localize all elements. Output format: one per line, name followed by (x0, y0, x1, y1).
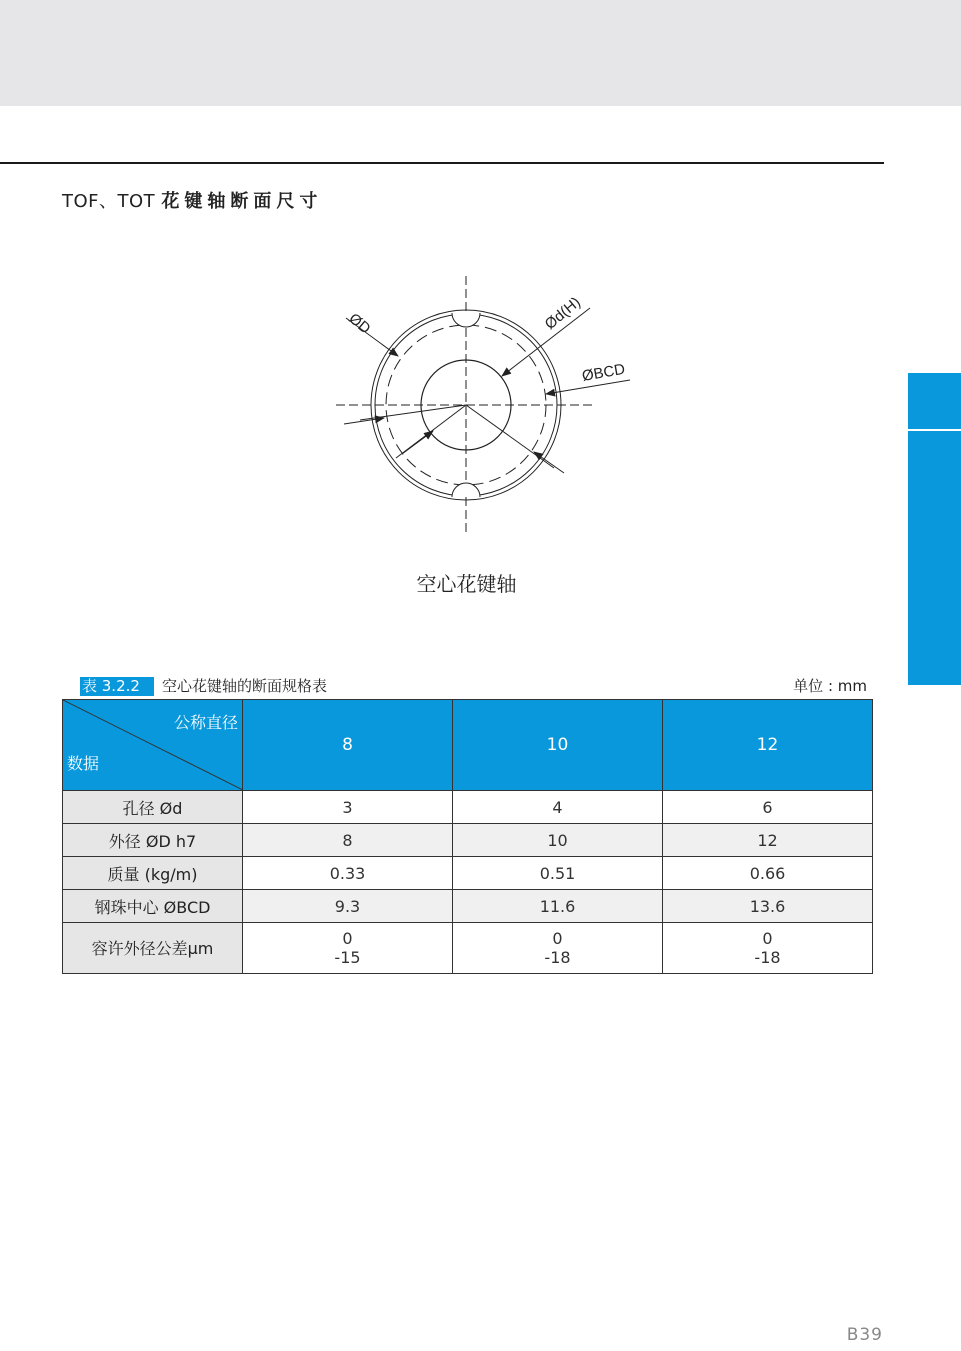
section-title-chinese: 花键轴断面尺寸 (161, 191, 323, 212)
tolerance-lower: -18 (754, 948, 781, 967)
table-cell: 12 (663, 824, 873, 857)
column-header: 12 (663, 700, 873, 791)
column-header: 8 (243, 700, 453, 791)
tolerance-cell (243, 923, 453, 974)
tolerance-upper: 0 (342, 929, 353, 948)
bore-label: Ød(H) (541, 293, 584, 334)
table-cell: 3 (243, 791, 453, 824)
column-header: 10 (453, 700, 663, 791)
tolerance-upper: 0 (762, 929, 773, 948)
table-cell: 10 (453, 824, 663, 857)
page-number: B39 (846, 1325, 883, 1345)
table-cell: 0.51 (453, 857, 663, 890)
table-row (63, 791, 873, 824)
table-number-badge: 表 3.2.2 (80, 677, 154, 696)
table-cell: 6 (663, 791, 873, 824)
header-rule (0, 162, 884, 164)
table-cell: 4 (453, 791, 663, 824)
row-label: 容许外径公差μm (63, 923, 243, 974)
table-cell: 13.6 (663, 890, 873, 923)
bcd-line (360, 405, 466, 420)
table-cell: 11.6 (453, 890, 663, 923)
row-label: 质量 (kg/m) (63, 857, 243, 890)
tolerance-cell (663, 923, 873, 974)
bottom-groove (452, 483, 480, 497)
header-corner-cell (63, 700, 243, 791)
side-tab (908, 373, 961, 429)
tolerance-lower: -15 (334, 948, 361, 967)
corner-bottom-label: 数据 (67, 754, 100, 773)
table-row (63, 824, 873, 857)
table-cell: 0.33 (243, 857, 453, 890)
bore-arrow-out (402, 431, 433, 454)
table-cell: 8 (243, 824, 453, 857)
table-row (63, 857, 873, 890)
table-header-row (63, 700, 873, 791)
row-label: 外径 ØD h7 (63, 824, 243, 857)
table-row (63, 890, 873, 923)
table-row-tolerance (63, 923, 873, 974)
side-tab-panel (908, 431, 961, 685)
bcd-arrow-out (344, 418, 384, 424)
tolerance-cell (453, 923, 663, 974)
table-caption (80, 675, 327, 695)
cross-section-drawing (300, 268, 640, 548)
tolerance-upper: 0 (552, 929, 563, 948)
section-title-latin: TOF、TOT (62, 191, 156, 212)
top-groove (452, 313, 480, 327)
diagram-caption: 空心花键轴 (416, 572, 517, 596)
spline-shaft-diagram (300, 268, 640, 548)
bcd-label: ØBCD (580, 360, 627, 385)
table-cell: 9.3 (243, 890, 453, 923)
od-arrow-out (534, 452, 564, 473)
tolerance-lower: -18 (544, 948, 571, 967)
top-band (0, 0, 961, 106)
table-title: 空心花键轴的断面规格表 (161, 677, 327, 695)
section-title (62, 187, 322, 213)
table-cell: 0.66 (663, 857, 873, 890)
row-label: 孔径 Ød (63, 791, 243, 824)
spec-table (62, 699, 873, 974)
table-unit: 单位 : mm (793, 677, 867, 695)
corner-top-label: 公称直径 (173, 713, 238, 732)
row-label: 钢珠中心 ØBCD (63, 890, 243, 923)
od-label: ØD (345, 310, 374, 338)
